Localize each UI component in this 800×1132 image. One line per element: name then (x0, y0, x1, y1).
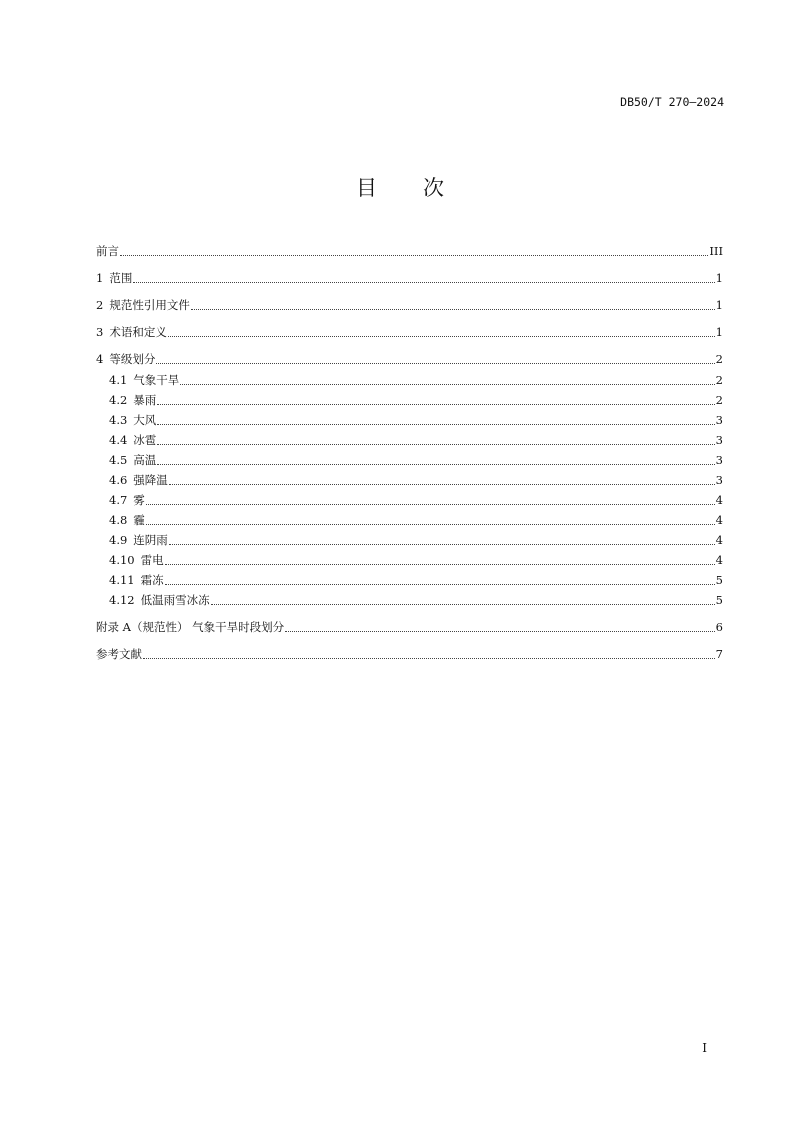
toc-entry-number: 3 (96, 325, 104, 339)
toc-entry-4-1[interactable] (109, 372, 723, 388)
toc-entry-4-8[interactable] (109, 512, 723, 528)
title-char-1: 目 (356, 176, 377, 200)
toc-entry-4-5[interactable] (109, 452, 723, 468)
toc-entry-page: 7 (715, 647, 723, 661)
toc-entry-4-9[interactable] (109, 532, 723, 548)
toc-entry-number: 4.12 (109, 593, 135, 607)
toc-entry-appendix-a[interactable] (96, 619, 723, 635)
toc-entry-page: III (709, 244, 723, 258)
toc-entry-4-7[interactable] (109, 492, 723, 508)
toc-entry-number: 4.10 (109, 553, 135, 567)
toc-leader-dots (133, 282, 714, 283)
toc-entry-label: 范围 (109, 271, 133, 285)
toc-entry-number: 4.2 (109, 393, 128, 407)
toc-leader-dots (169, 544, 715, 545)
toc-entry-page: 4 (715, 533, 723, 547)
toc-entry-normative-references[interactable] (96, 297, 723, 313)
toc-entry-foreword[interactable] (96, 243, 723, 259)
toc-entry-4-10[interactable] (109, 552, 723, 568)
toc-entry-label: 气象干旱 (133, 373, 180, 387)
toc-leader-dots (165, 584, 715, 585)
toc-entry-page: 2 (715, 393, 723, 407)
toc-entry-scope[interactable] (96, 270, 723, 286)
toc-leader-dots (157, 404, 714, 405)
toc-entry-page: 3 (715, 433, 723, 447)
toc-entry-page: 1 (715, 325, 723, 339)
toc-entry-page: 2 (715, 373, 723, 387)
toc-leader-dots (191, 309, 715, 310)
toc-entry-number: 4.1 (109, 373, 128, 387)
toc-leader-dots (146, 524, 715, 525)
toc-entry-label: 术语和定义 (109, 325, 167, 339)
toc-entry-label: 等级划分 (109, 352, 156, 366)
toc-entry-number: 4.4 (109, 433, 128, 447)
toc-leader-dots (157, 444, 714, 445)
toc-entry-page: 5 (715, 593, 723, 607)
toc-entry-4-3[interactable] (109, 412, 723, 428)
toc-entry-number: 4.11 (109, 573, 135, 587)
title-char-2: 次 (423, 176, 444, 200)
toc-entry-number: 2 (96, 298, 104, 312)
toc-leader-dots (165, 564, 715, 565)
toc-entry-4-12[interactable] (109, 592, 723, 608)
toc-entry-label: 暴雨 (133, 393, 157, 407)
toc-entry-label: 参考文献 (96, 647, 142, 661)
toc-entry-label: 低温雨雪冰冻 (140, 593, 210, 607)
toc-entry-page: 1 (715, 271, 723, 285)
toc-entry-label: 雷电 (140, 553, 164, 567)
toc-entry-page: 3 (715, 473, 723, 487)
toc-entry-number: 4.3 (109, 413, 128, 427)
toc-entry-4-6[interactable] (109, 472, 723, 488)
toc-entry-page: 6 (715, 620, 723, 634)
toc-entry-label: 雾 (133, 493, 145, 507)
toc-entry-label: 霜冻 (140, 573, 164, 587)
toc-entry-number: 4.8 (109, 513, 128, 527)
toc-entry-number: 1 (96, 271, 104, 285)
page-number: I (702, 1041, 707, 1055)
page-title (0, 172, 800, 202)
toc-entry-page: 3 (715, 413, 723, 427)
toc-leader-dots (157, 424, 714, 425)
toc-leader-dots (146, 504, 715, 505)
toc-entry-terms-definitions[interactable] (96, 324, 723, 340)
toc-entry-label: 前言 (96, 244, 119, 258)
toc-entry-bibliography[interactable] (96, 646, 723, 662)
toc-entry-page: 3 (715, 453, 723, 467)
toc-entry-label: 附录 A（规范性） 气象干旱时段划分 (96, 620, 285, 634)
toc-entry-4-4[interactable] (109, 432, 723, 448)
toc-leader-dots (143, 658, 715, 659)
toc-entry-4-2[interactable] (109, 392, 723, 408)
toc-entry-number: 4.7 (109, 493, 128, 507)
toc-entry-number: 4.9 (109, 533, 128, 547)
toc-entry-page: 5 (715, 573, 723, 587)
toc-entry-page: 4 (715, 553, 723, 567)
toc-entry-label: 冰雹 (133, 433, 157, 447)
toc-entry-page: 4 (715, 513, 723, 527)
toc-entry-label: 霾 (133, 513, 145, 527)
toc-entry-label: 强降温 (133, 473, 168, 487)
toc-leader-dots (120, 255, 708, 256)
toc-leader-dots (157, 464, 714, 465)
toc-entry-grade-classification[interactable] (96, 351, 723, 367)
toc-entry-page: 1 (715, 298, 723, 312)
toc-leader-dots (211, 604, 715, 605)
toc-entry-number: 4 (96, 352, 104, 366)
toc-leader-dots (168, 336, 715, 337)
toc-entry-page: 2 (715, 352, 723, 366)
toc-entry-4-11[interactable] (109, 572, 723, 588)
toc-leader-dots (180, 384, 714, 385)
document-code: DB50/T 270—2024 (620, 95, 724, 109)
toc-leader-dots (285, 631, 715, 632)
toc-entry-number: 4.6 (109, 473, 128, 487)
toc-entry-number: 4.5 (109, 453, 128, 467)
toc-entry-label: 高温 (133, 453, 157, 467)
toc-entry-label: 大风 (133, 413, 157, 427)
toc-entry-label: 连阴雨 (133, 533, 168, 547)
toc-entry-page: 4 (715, 493, 723, 507)
toc-entry-label: 规范性引用文件 (109, 298, 190, 312)
toc-leader-dots (169, 484, 715, 485)
toc-leader-dots (156, 363, 714, 364)
